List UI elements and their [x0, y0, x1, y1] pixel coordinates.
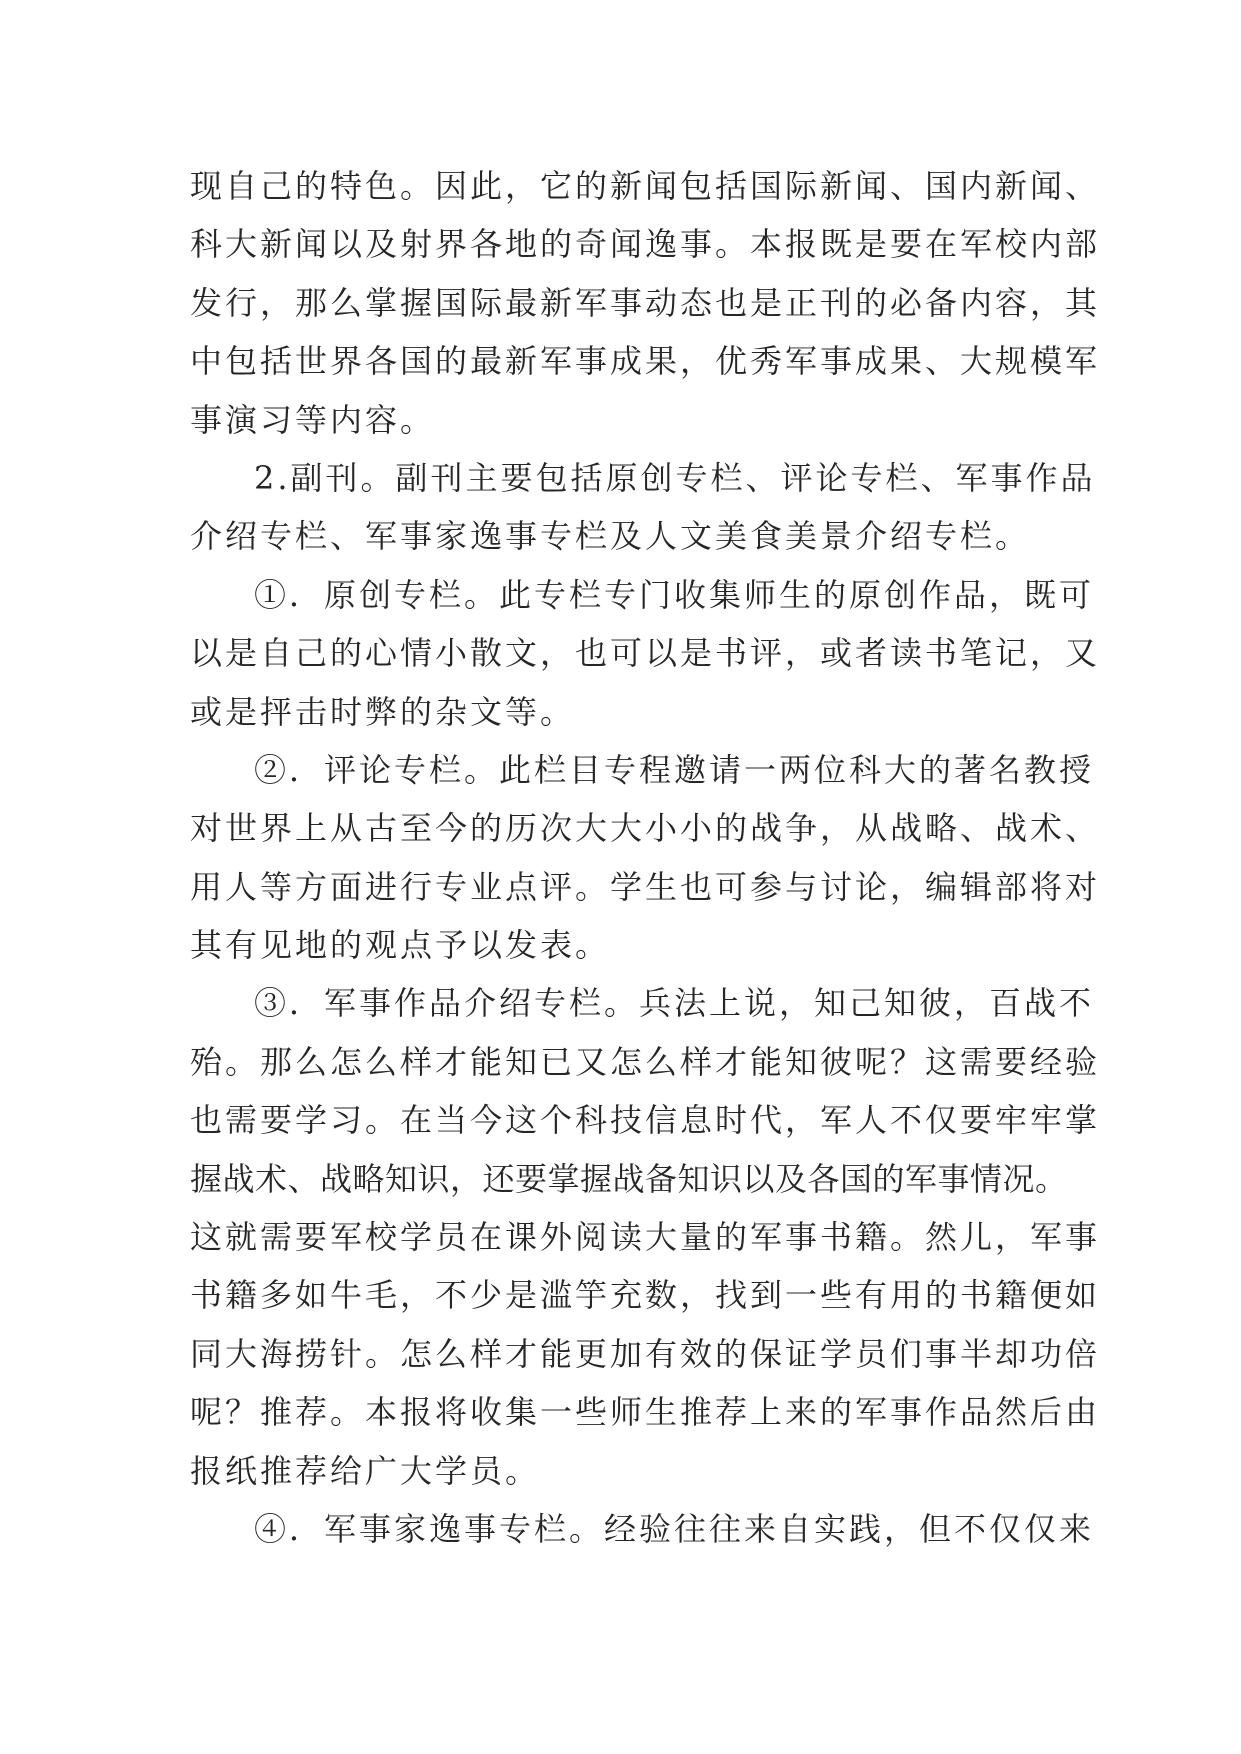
text-line: 呢？推荐。本报将收集一些师生推荐上来的军事作品然后由	[190, 1393, 1101, 1432]
text-line: 书籍多如牛毛，不少是滥竽充数，找到一些有用的书籍便如	[190, 1276, 1101, 1315]
text-line: 同大海捞针。怎么样才能更加有效的保证学员们事半却功倍	[190, 1334, 1101, 1373]
body-text	[190, 157, 1101, 1558]
text-line: 现自己的特色。因此，它的新闻包括国际新闻、国内新闻、	[190, 167, 1101, 205]
text-line: 发行，那么掌握国际最新军事动态也是正刊的必备内容，其	[190, 283, 1101, 322]
text-line: 也需要学习。在当今这个科技信息时代，军人不仅要牢牢掌	[190, 1101, 1101, 1140]
subsection-heading-line: ②．评论专栏。此栏目专程邀请一两位科大的著名教授	[254, 750, 1095, 789]
text-line: 殆。那么怎么样才能知已又怎么样才能知彼呢？这需要经验	[190, 1042, 1101, 1081]
text-line: 以是自己的心情小散文，也可以是书评，或者读书笔记，又	[190, 634, 1101, 673]
text-line: 握战术、战略知识，还要掌握战备知识以及各国的军事情况。	[190, 1159, 1068, 1198]
text-line: 科大新闻以及射界各地的奇闻逸事。本报既是要在军校内部	[190, 225, 1101, 264]
text-line: 用人等方面进行专业点评。学生也可参与讨论，编辑部将对	[190, 867, 1101, 906]
text-line: 事演习等内容。	[190, 400, 436, 439]
subsection-heading-line: ①．原创专栏。此专栏专门收集师生的原创作品，既可	[254, 575, 1095, 614]
subsection-heading-line: ③．军事作品介绍专栏。兵法上说，知己知彼，百战不	[254, 984, 1095, 1023]
text-line: 或是抨击时弊的杂文等。	[190, 692, 576, 731]
text-line: 这就需要军校学员在课外阅读大量的军事书籍。然儿，军事	[190, 1218, 1101, 1257]
text-line: 介绍专栏、军事家逸事专栏及人文美食美景介绍专栏。	[190, 517, 1031, 556]
section-heading-line: 2.副刊。副刊主要包括原创专栏、评论专栏、军事作品	[254, 458, 1096, 497]
text-line: 对世界上从古至今的历次大大小小的战争，从战略、战术、	[190, 809, 1101, 848]
text-line: 报纸推荐给广大学员。	[190, 1451, 541, 1490]
subsection-heading-line: ④．军事家逸事专栏。经验往往来自实践，但不仅仅来	[254, 1509, 1095, 1548]
text-line: 其有见地的观点予以发表。	[190, 926, 611, 965]
text-line: 中包括世界各国的最新军事成果，优秀军事成果、大规模军	[190, 342, 1101, 381]
